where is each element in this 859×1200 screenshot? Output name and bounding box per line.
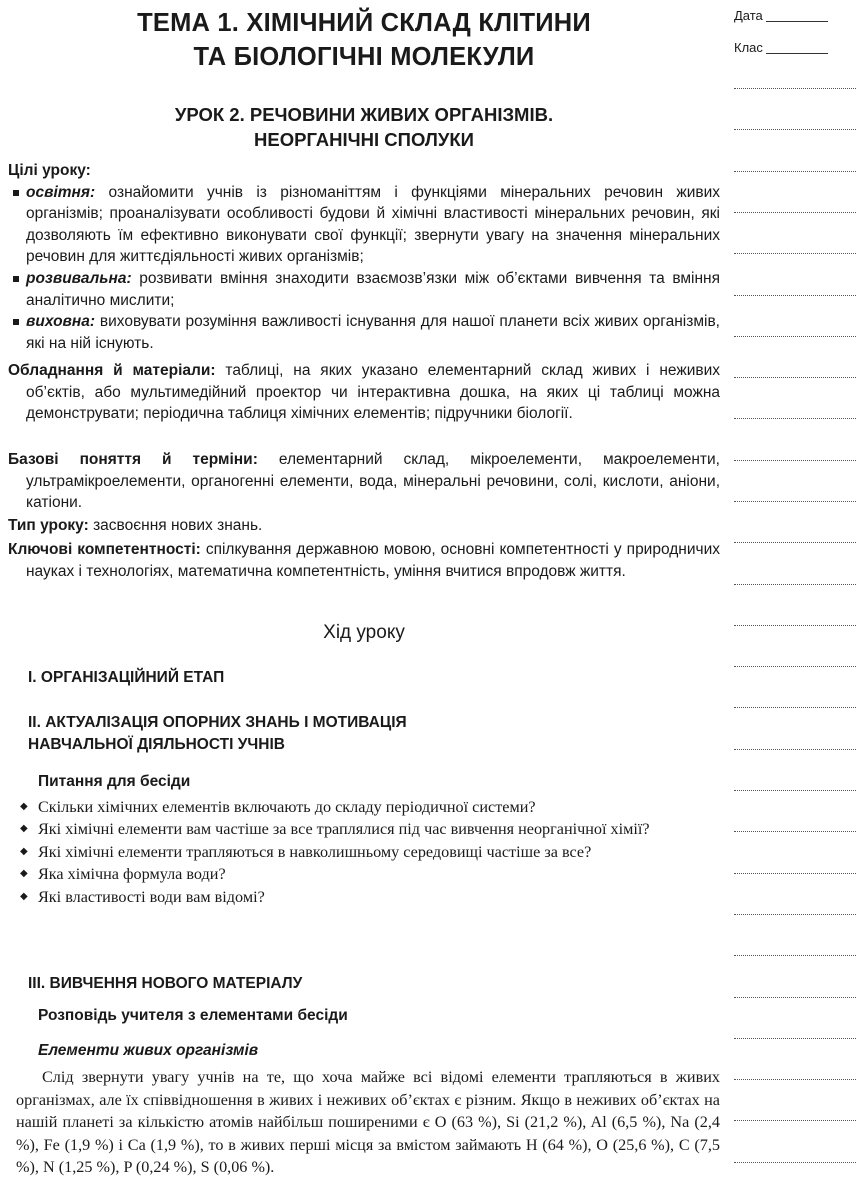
note-line xyxy=(734,997,856,998)
lesson-type-section xyxy=(8,515,720,537)
class-field xyxy=(734,40,828,56)
note-line xyxy=(734,625,856,626)
question-item: ◆ Які властивості води вам відомі? xyxy=(16,886,720,908)
teacher-story-heading: Розповідь учителя з елементами бесіди xyxy=(38,1007,348,1024)
note-line xyxy=(734,460,856,461)
question-item: ◆ Які хімічні елементи вам частіше за все траплялися під час вивчення неорганічної хімії? xyxy=(16,818,720,840)
note-line xyxy=(734,790,856,791)
goal-item xyxy=(8,268,720,311)
note-line xyxy=(734,666,856,667)
goal-item xyxy=(8,182,720,268)
goal-text: розвивати вміння знаходити взаємозв’язки між об’єктами вивчення та вміння аналітично мислити; xyxy=(26,269,721,309)
questions-heading: Питання для бесіди xyxy=(38,773,191,790)
date-line[interactable] xyxy=(766,21,828,22)
goal-text: ознайомити учнів із різноманіттям і функціями мінеральних речовин живих організмів; проаналізувати особливості будови й хімічні властивості мінеральних речовин, які дозволяють їм ефективно виконувати свої функції; звернути увагу на значення мінеральних речовин для життєдіяльності живих організмів; xyxy=(26,183,720,266)
goal-text: виховувати розуміння важливості існування для нашої планети всіх живих організмів, які на ній існують. xyxy=(26,313,720,352)
goal-item xyxy=(8,311,720,354)
questions-list xyxy=(16,796,720,908)
note-line xyxy=(734,1120,856,1121)
note-line xyxy=(734,831,856,832)
goals-section xyxy=(8,160,720,354)
note-line xyxy=(734,914,856,915)
class-line[interactable] xyxy=(766,53,828,54)
goal-name: виховна: xyxy=(26,313,96,331)
equipment-section xyxy=(8,360,720,425)
competencies-label: Ключові компетентності: xyxy=(8,541,201,558)
section-organizational: І. ОРГАНІЗАЦІЙНИЙ ЕТАП xyxy=(28,669,225,686)
lesson-title-line2: НЕОРГАНІЧНІ СПОЛУКИ xyxy=(254,129,474,150)
note-line xyxy=(734,171,856,172)
lesson-type-label: Тип уроку: xyxy=(8,517,89,534)
note-line xyxy=(734,336,856,337)
question-item: ◆ Які хімічні елементи трапляються в навколишньому середовищі частіше за все? xyxy=(16,841,720,863)
class-label: Клас xyxy=(734,40,763,55)
topic-title-line2: ТА БІОЛОГІЧНІ МОЛЕКУЛИ xyxy=(193,43,535,71)
competencies-text: спілкування державною мовою, основні компетентності у природничих науках і технологіях, математична компетентність, уміння вчитися впродовж життя. xyxy=(26,541,720,580)
equipment-text: таблиці, на яких указано елементарний склад живих і неживих об’єктів, або мультимедійний проектор чи інтерактивна дошка, на яких ці таблиці можна демонструвати; періодична таблиця хімічних елементів; підручники біології. xyxy=(26,362,720,423)
section-actualization-line1: ІІ. АКТУАЛІЗАЦІЯ ОПОРНИХ ЗНАНЬ І МОТИВАЦІЯ xyxy=(28,714,407,731)
date-field xyxy=(734,8,828,24)
date-label: Дата xyxy=(734,8,763,23)
terms-label: Базові поняття й терміни: xyxy=(8,451,258,468)
note-line xyxy=(734,295,856,296)
note-line xyxy=(734,1038,856,1039)
section-new-material: ІІІ. ВИВЧЕННЯ НОВОГО МАТЕРІАЛУ xyxy=(28,975,303,992)
goal-name: освітня: xyxy=(26,183,96,201)
lesson-title xyxy=(8,102,720,152)
goals-list xyxy=(8,182,720,355)
equipment-label: Обладнання й матеріали: xyxy=(8,362,216,379)
note-line xyxy=(734,88,856,89)
lesson-title-line1: РЕЧОВИНИ ЖИВИХ ОРГАНІЗМІВ. xyxy=(249,104,554,125)
note-line xyxy=(734,584,856,585)
terms-text: елементарний склад, мікроелементи, макроелементи, ультрамікроелементи, органогенні елементи, вода, мінеральні речовини, солі, кислоти, аніони, катіони. xyxy=(26,451,720,512)
lesson-prefix: УРОК 2. xyxy=(174,104,245,125)
note-line xyxy=(734,418,856,419)
note-line xyxy=(734,377,856,378)
note-line xyxy=(734,253,856,254)
course-title: Хід уроку xyxy=(323,622,405,643)
question-item: ◆ Скільки хімічних елементів включають до складу періодичної системи? xyxy=(16,796,720,818)
note-line xyxy=(734,1162,856,1163)
note-line xyxy=(734,501,856,502)
note-line xyxy=(734,129,856,130)
elements-heading: Елементи живих організмів xyxy=(38,1042,259,1059)
goals-label: Цілі уроку: xyxy=(8,162,91,179)
terms-section xyxy=(8,449,720,514)
goal-name: розвивальна: xyxy=(26,269,132,287)
note-line xyxy=(734,707,856,708)
note-line xyxy=(734,749,856,750)
note-line xyxy=(734,542,856,543)
topic-title-line1: ТЕМА 1. ХІМІЧНИЙ СКЛАД КЛІТИНИ xyxy=(137,9,591,37)
competencies-section xyxy=(8,539,720,582)
section-actualization-line2: НАВЧАЛЬНОЇ ДІЯЛЬНОСТІ УЧНІВ xyxy=(28,736,285,753)
topic-title xyxy=(8,6,720,74)
note-line xyxy=(734,1079,856,1080)
note-line xyxy=(734,873,856,874)
section-actualization xyxy=(28,712,718,756)
note-line xyxy=(734,212,856,213)
lesson-type-text: засвоєння нових знань. xyxy=(93,517,263,534)
body-paragraph: Слід звернути увагу учнів на те, що хоча майже всі відомі елементи трапляються в живих організмах, але їх співвідношення в живих і неживих об’єктах є різним. Якщо в неживих об’єктах на нашій планеті за кількістю атомів найбільш поширеними є O (63 %), Si (21,2 %), Al (6,5 %), Na (2,4 %), Fe (1,9 %) і Ca (1,9 %), то в живих перші місця за вмістом займають H (64 %), O (25,6 %), C (7,5 %), N (1,25 %), P (0,24 %), S (0,06 %). xyxy=(16,1068,720,1177)
notes-margin xyxy=(730,0,859,1200)
note-line xyxy=(734,955,856,956)
question-item: ◆ Яка хімічна формула води? xyxy=(16,863,720,885)
